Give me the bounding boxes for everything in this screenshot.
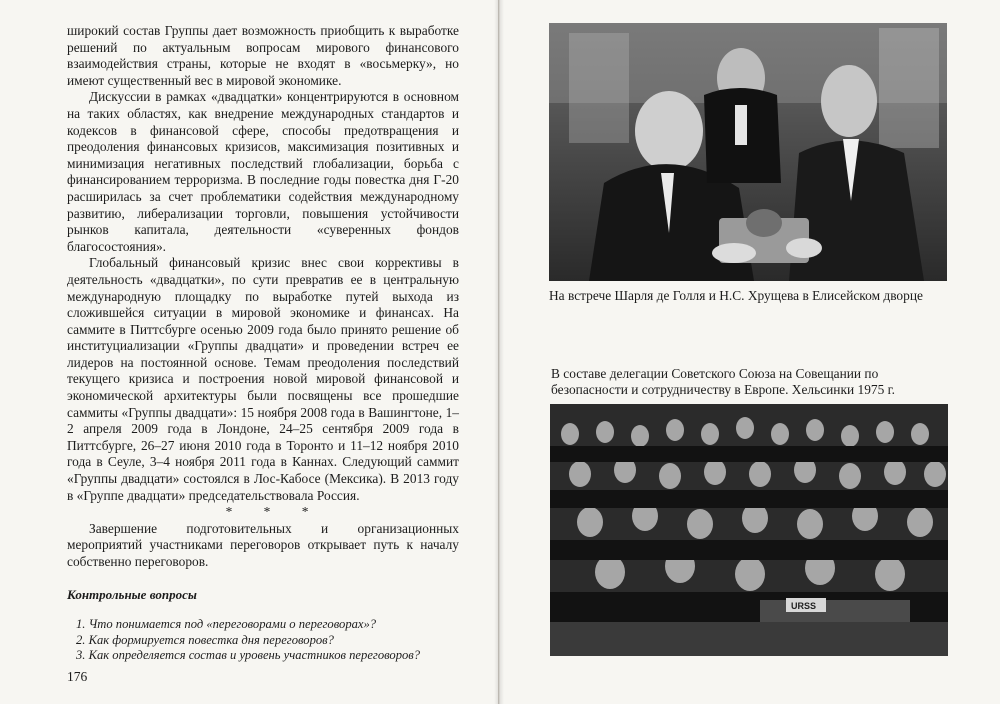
book-gutter <box>494 0 504 704</box>
section-separator: * * * <box>225 504 323 520</box>
question-item: 2. Как формируется повестка дня переговоров? <box>76 632 334 647</box>
placard-text: URSS <box>791 601 817 611</box>
paragraph-2: Дискуссии в рамках «двадцатки» концентрируются в основном на таких областях, как внедрение международных стандартов и кодексов в финансовой сфере, способы предотвращения и преодоления финансовых кризисов, максимизация позитивных и минимизация негативных последствий глобализации, борьба с финансированием терроризма. В последние годы повестка дня Г-20 расширилась за счет проблематики содействия международному развитию, либерализации торговли, повышения устойчивости рынков капитала, деятельности «суверенных фондов благосостояния». <box>67 89 459 254</box>
photo-helsinki-delegation <box>550 404 948 656</box>
questions-title: Контрольные вопросы <box>67 587 197 602</box>
questions-list <box>76 617 466 664</box>
paragraph-3: Глобальный финансовый кризис внес свои коррективы в деятельность «двадцатки», по сути превратив ее в центральную международную площадку по выработке путей выхода из сложившейся ситуации в мировой экономике и финансах. На саммите в Питтсбурге осенью 2009 года было принято решение об институциализации «Группы двадцати» и проведении встреч ее лидеров на постоянной основе. Темам преодоления последствий текущего кризиса и построения новой мировой финансовой и экономической архитектуры были посвящены все прошедшие саммиты «Группы двадцати»: 15 ноября 2008 года в Вашингтоне, 1–2 апреля 2009 года в Лондоне, 24–25 сентября 2009 года в Питтсбурге, 26–27 июня 2010 года в Торонто и 11–12 ноября 2010 года в Сеуле, 3–4 ноября 2011 года в Каннах. Следующий саммит «Группы двадцати» состоялся в Лос-Кабосе (Мексика). В 2013 году в «Группе двадцати» председательствовала Россия. <box>67 255 459 503</box>
question-item: 3. Как определяется состав и уровень участников переговоров? <box>76 648 421 662</box>
photo-de-gaulle-khrushchev <box>549 23 947 281</box>
photo1-caption: На встрече Шарля де Голля и Н.С. Хрущева в Елисейском дворце <box>549 288 923 303</box>
photo2-caption: В составе делегации Советского Союза на Совещании по безопасности и сотрудничеству в Европе. Хельсинки 1975 г. <box>551 366 895 397</box>
main-text <box>67 23 459 571</box>
paragraph-1: широкий состав Группы дает возможность приобщить к выработке решений по актуальным вопросам мирового финансового взаимодействия страны, которые не входят в «восьмерку», но имеют существенный вес в мировой экономике. <box>67 23 459 88</box>
closing-paragraph: Завершение подготовительных и организационных мероприятий участниками переговоров открывает путь к началу собственно переговоров. <box>67 520 459 569</box>
question-item: 1. Что понимается под «переговорами о переговорах»? <box>76 617 377 631</box>
left-page <box>0 0 499 704</box>
page-number: 176 <box>67 669 88 684</box>
